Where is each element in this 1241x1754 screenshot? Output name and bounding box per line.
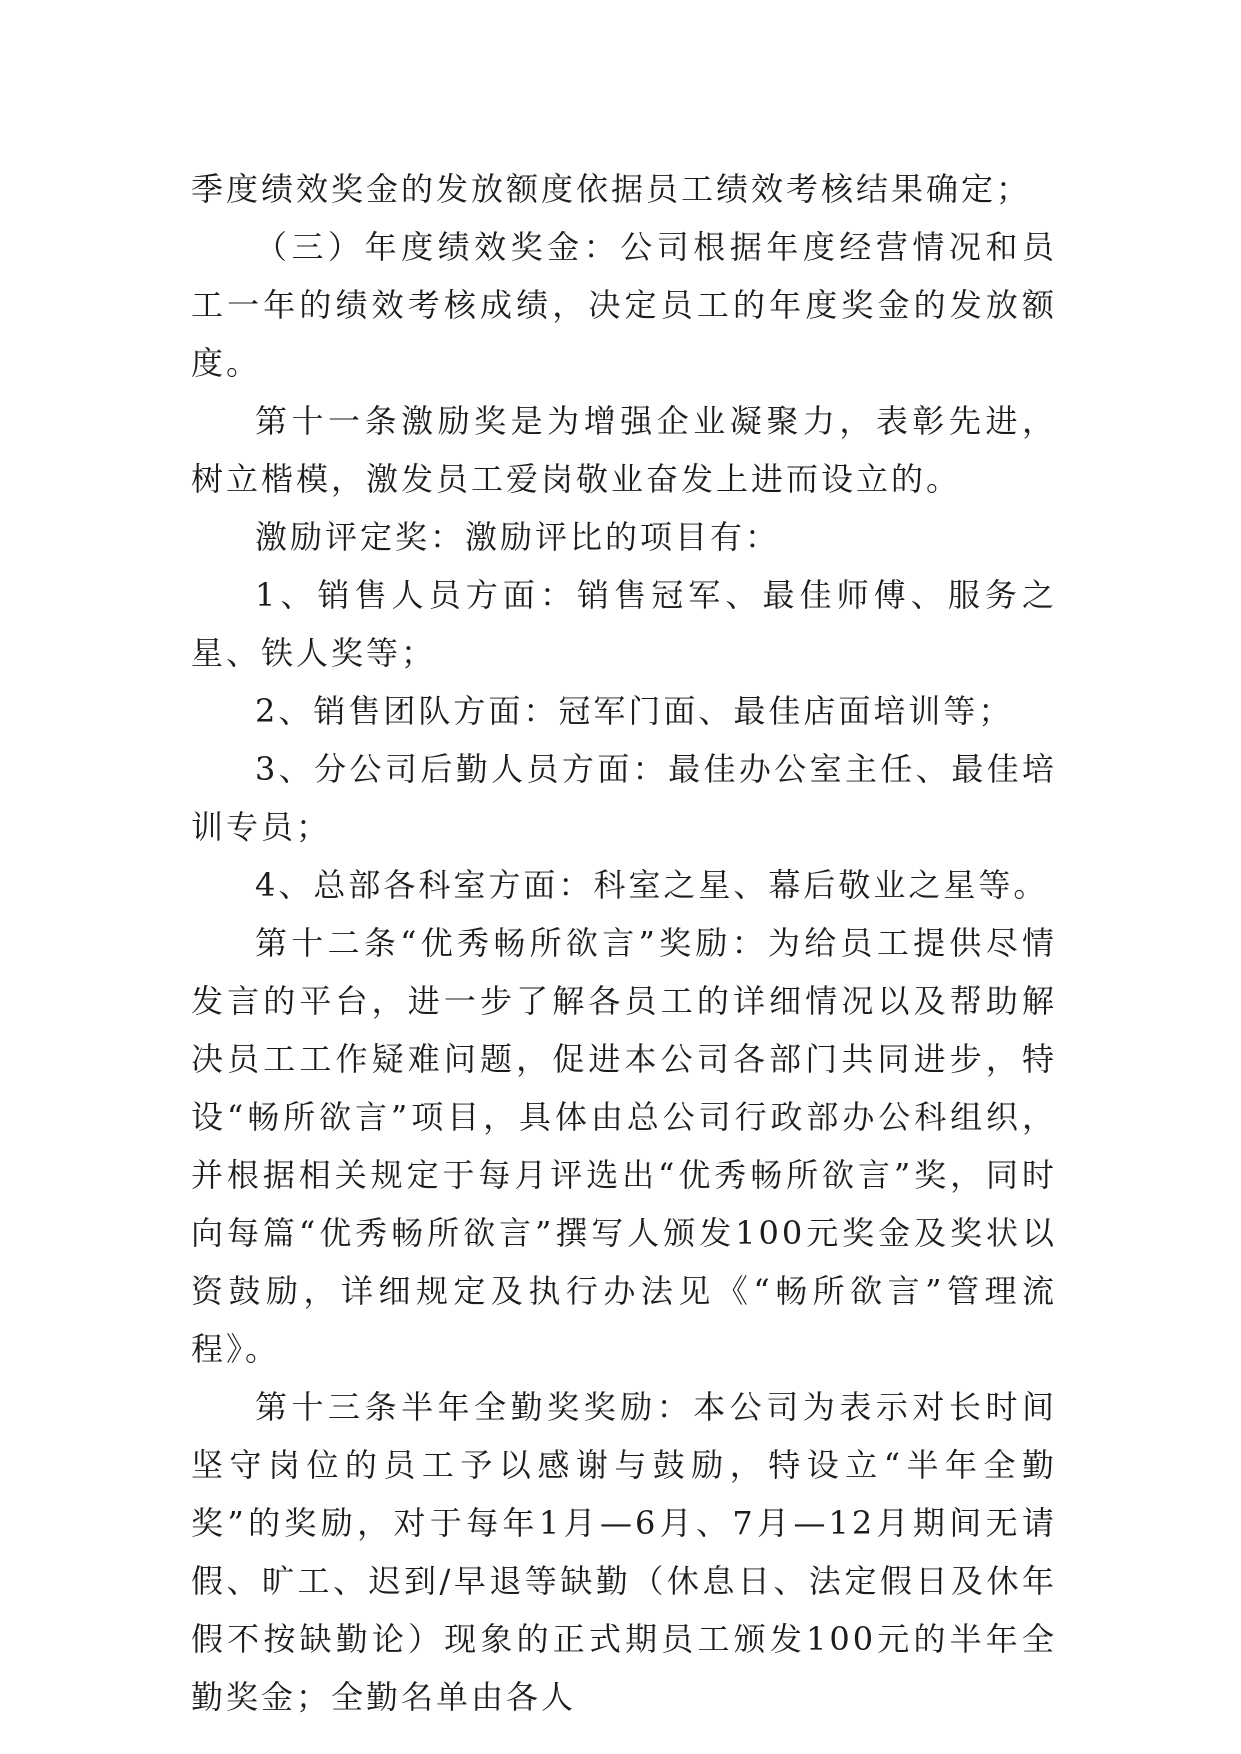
paragraph-item-headquarters: 4、总部各科室方面：科室之星、幕后敬业之星等。 <box>255 866 1049 904</box>
paragraph-item-branch-logistics: 3、分公司后勤人员方面：最佳办公室主任、最佳培训专员； <box>191 750 1057 846</box>
paragraph-quarterly-bonus-end: 季度绩效奖金的发放额度依据员工绩效考核结果确定； <box>191 170 1032 208</box>
document-body <box>191 160 1057 1726</box>
paragraph-article-13: 第十三条半年全勤奖奖励：本公司为表示对长时间坚守岗位的员工予以感谢与鼓励，特设立“半年全勤奖”的奖励，对于每年1月—6月、7月—12月期间无请假、旷工、迟到/早退等缺勤（休息日、法定假日及休年假不按缺勤论）现象的正式期员工颁发100元的半年全勤奖金；全勤名单由各人 <box>191 1388 1057 1716</box>
paragraph-incentive-items: 激励评定奖：激励评比的项目有： <box>255 518 781 556</box>
paragraph-item-sales-staff: 1、销售人员方面：销售冠军、最佳师傅、服务之星、铁人奖等； <box>191 576 1057 672</box>
paragraph-item-sales-team: 2、销售团队方面：冠军门面、最佳店面培训等； <box>255 692 1014 730</box>
paragraph-article-11: 第十一条激励奖是为增强企业凝聚力，表彰先进，树立楷模，激发员工爱岗敬业奋发上进而设立的。 <box>191 402 1057 498</box>
paragraph-annual-bonus: （三）年度绩效奖金：公司根据年度经营情况和员工一年的绩效考核成绩，决定员工的年度奖金的发放额度。 <box>191 228 1057 382</box>
paragraph-article-12: 第十二条“优秀畅所欲言”奖励：为给员工提供尽情发言的平台，进一步了解各员工的详细情况以及帮助解决员工工作疑难问题，促进本公司各部门共同进步，特设“畅所欲言”项目，具体由总公司行政部办公科组织，并根据相关规定于每月评选出“优秀畅所欲言”奖，同时向每篇“优秀畅所欲言”撰写人颁发100元奖金及奖状以资鼓励，详细规定及执行办法见《“畅所欲言”管理流程》。 <box>191 924 1057 1368</box>
